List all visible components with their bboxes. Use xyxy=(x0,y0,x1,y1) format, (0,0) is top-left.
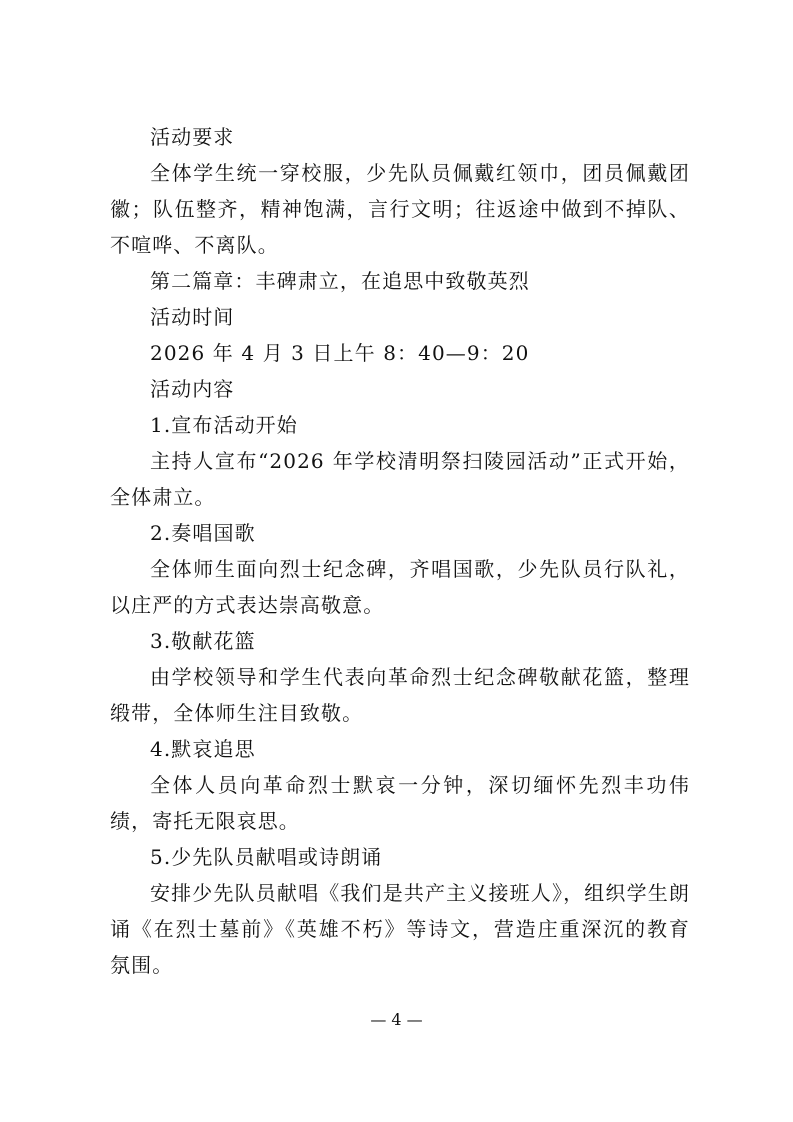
item-2-text: 全体师生面向烈士纪念碑，齐唱国歌，少先队员行队礼，以庄严的方式表达崇高敬意。 xyxy=(110,557,690,617)
item-3-text: 由学校领导和学生代表向革命烈士纪念碑敬献花篮，整理缎带，全体师生注目致敬。 xyxy=(110,665,690,725)
item-1-title: 1.宣布活动开始 xyxy=(150,413,298,437)
page-number: — 4 — xyxy=(370,1010,423,1029)
item-5-title: 5.少先队员献唱或诗朗诵 xyxy=(150,845,383,869)
heading-activity-time: 活动时间 xyxy=(150,305,235,329)
activity-time-value: 2026 年 4 月 3 日上午 8：40—9：20 xyxy=(150,341,530,365)
heading-chapter-two: 第二篇章：丰碑肃立，在追思中致敬英烈 xyxy=(150,269,530,293)
paragraph-requirements: 全体学生统一穿校服，少先队员佩戴红领巾，团员佩戴团徽；队伍整齐，精神饱满，言行文明；往返途中做到不掉队、不喧哗、不离队。 xyxy=(110,161,690,257)
item-4-text: 全体人员向革命烈士默哀一分钟，深切缅怀先烈丰功伟绩，寄托无限哀思。 xyxy=(110,773,690,833)
item-2-title: 2.奏唱国歌 xyxy=(150,521,256,545)
heading-activity-requirements: 活动要求 xyxy=(150,125,235,149)
item-5-text: 安排少先队员献唱《我们是共产主义接班人》，组织学生朗诵《在烈士墓前》《英雄不朽》等诗文，营造庄重深沉的教育氛围。 xyxy=(110,881,690,977)
heading-activity-content: 活动内容 xyxy=(150,377,235,401)
item-3-title: 3.敬献花篮 xyxy=(150,629,256,653)
item-4-title: 4.默哀追思 xyxy=(150,737,256,761)
item-1-text: 主持人宣布“2026 年学校清明祭扫陵园活动”正式开始，全体肃立。 xyxy=(110,449,690,509)
